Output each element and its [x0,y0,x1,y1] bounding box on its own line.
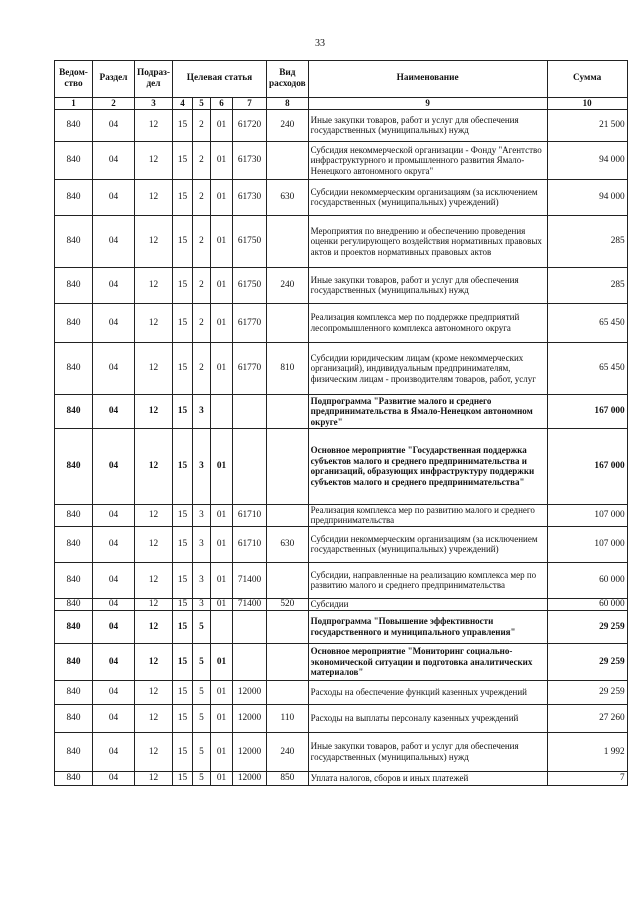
razdel-cell: 04 [93,303,135,342]
column-number: 6 [211,98,233,110]
target-code-2-cell: 2 [193,141,211,179]
target-code-3-cell: 01 [211,504,233,526]
header-podrazdel: Подраз-дел [135,61,173,98]
podrazdel-cell: 12 [135,598,173,610]
page-number: 33 [315,38,325,49]
sum-cell: 65 450 [547,342,627,394]
target-code-4-cell: 61770 [233,303,267,342]
table-row [55,394,628,428]
target-code-3-cell [211,610,233,643]
vid-raskhodov-cell: 520 [267,598,309,610]
target-code-2-cell: 3 [193,394,211,428]
table-row [55,610,628,643]
vedomstvo-cell: 840 [55,428,93,504]
vedomstvo-cell: 840 [55,598,93,610]
target-code-2-cell: 3 [193,526,211,562]
target-code-3-cell: 01 [211,598,233,610]
target-code-3-cell: 01 [211,562,233,598]
razdel-cell: 04 [93,394,135,428]
column-number: 8 [267,98,309,110]
sum-cell: 285 [547,267,627,303]
target-code-4-cell: 12000 [233,732,267,771]
column-number: 2 [93,98,135,110]
target-code-1-cell: 15 [173,610,193,643]
vid-raskhodov-cell: 630 [267,526,309,562]
column-number: 9 [308,98,547,110]
column-number: 3 [135,98,173,110]
vid-raskhodov-cell: 240 [267,267,309,303]
sum-cell: 167 000 [547,428,627,504]
podrazdel-cell: 12 [135,680,173,704]
target-code-1-cell: 15 [173,771,193,785]
sum-cell: 285 [547,215,627,267]
target-code-2-cell: 2 [193,303,211,342]
header-vedomstvo: Ведом-ство [55,61,93,98]
vid-raskhodov-cell: 240 [267,109,309,141]
target-code-1-cell: 15 [173,704,193,732]
target-code-1-cell: 15 [173,598,193,610]
target-code-3-cell: 01 [211,771,233,785]
target-code-4-cell [233,428,267,504]
table-row [55,109,628,141]
sum-cell: 107 000 [547,504,627,526]
header-summa: Сумма [547,61,627,98]
name-cell: Реализация комплекса мер по поддержке предприятий лесопромышленного комплекса автономного округа [308,303,547,342]
table-row [55,179,628,215]
vid-raskhodov-cell [267,215,309,267]
vedomstvo-cell: 840 [55,704,93,732]
target-code-2-cell: 5 [193,704,211,732]
vid-raskhodov-cell: 850 [267,771,309,785]
target-code-1-cell: 15 [173,428,193,504]
sum-cell: 29 259 [547,680,627,704]
podrazdel-cell: 12 [135,643,173,680]
sum-cell: 60 000 [547,598,627,610]
vedomstvo-cell: 840 [55,680,93,704]
razdel-cell: 04 [93,732,135,771]
name-cell: Иные закупки товаров, работ и услуг для обеспечения государственных (муниципальных) нужд [308,267,547,303]
target-code-1-cell: 15 [173,562,193,598]
target-code-2-cell: 2 [193,342,211,394]
column-number: 5 [193,98,211,110]
podrazdel-cell: 12 [135,303,173,342]
podrazdel-cell: 12 [135,504,173,526]
target-code-4-cell: 12000 [233,680,267,704]
name-cell: Реализация комплекса мер по развитию малого и среднего предпринимательства [308,504,547,526]
vid-raskhodov-cell [267,680,309,704]
header-tselevaya-statya: Целевая статья [173,61,267,98]
target-code-2-cell: 2 [193,267,211,303]
table-row [55,504,628,526]
target-code-3-cell [211,394,233,428]
razdel-cell: 04 [93,267,135,303]
razdel-cell: 04 [93,704,135,732]
name-cell: Субсидии некоммерческим организациям (за исключением государственных (муниципальных) учреждений) [308,179,547,215]
podrazdel-cell: 12 [135,394,173,428]
target-code-4-cell: 12000 [233,771,267,785]
podrazdel-cell: 12 [135,732,173,771]
name-cell: Мероприятия по внедрению и обеспечению проведения оценки регулирующего воздействия нормативных правовых актов и проектов нормативных правовых актов [308,215,547,267]
table-row [55,704,628,732]
target-code-4-cell: 12000 [233,704,267,732]
table-row [55,267,628,303]
target-code-1-cell: 15 [173,643,193,680]
target-code-3-cell: 01 [211,179,233,215]
vedomstvo-cell: 840 [55,643,93,680]
name-cell: Иные закупки товаров, работ и услуг для обеспечения государственных (муниципальных) нужд [308,109,547,141]
target-code-2-cell: 3 [193,598,211,610]
name-cell: Субсидии юридическим лицам (кроме некоммерческих организаций), индивидуальным предпринимателям, физическим лицам - производителям товаров, работ, услуг [308,342,547,394]
sum-cell: 167 000 [547,394,627,428]
vedomstvo-cell: 840 [55,771,93,785]
target-code-3-cell: 01 [211,428,233,504]
vedomstvo-cell: 840 [55,303,93,342]
vedomstvo-cell: 840 [55,610,93,643]
sum-cell: 107 000 [547,526,627,562]
target-code-1-cell: 15 [173,179,193,215]
table-row [55,215,628,267]
sum-cell: 1 992 [547,732,627,771]
target-code-4-cell [233,643,267,680]
target-code-1-cell: 15 [173,267,193,303]
name-cell: Субсидии, направленные на реализацию комплекса мер по развитию малого и среднего предпринимательства [308,562,547,598]
name-cell: Основное мероприятие "Государственная поддержка субъектов малого и среднего предпринимательства и организаций, образующих инфраструктуру поддержки субъектов малого и среднего предпринимательства" [308,428,547,504]
table-row [55,771,628,785]
razdel-cell: 04 [93,342,135,394]
sum-cell: 21 500 [547,109,627,141]
vid-raskhodov-cell: 110 [267,704,309,732]
table-row [55,141,628,179]
column-number: 10 [547,98,627,110]
sum-cell: 60 000 [547,562,627,598]
target-code-4-cell [233,394,267,428]
razdel-cell: 04 [93,771,135,785]
target-code-4-cell: 61710 [233,504,267,526]
target-code-1-cell: 15 [173,109,193,141]
target-code-3-cell: 01 [211,643,233,680]
target-code-4-cell: 61720 [233,109,267,141]
sum-cell: 65 450 [547,303,627,342]
sum-cell: 29 259 [547,643,627,680]
podrazdel-cell: 12 [135,771,173,785]
header-vid-raskhodov: Вид расходов [267,61,309,98]
target-code-3-cell: 01 [211,342,233,394]
name-cell: Основное мероприятие "Мониторинг социально-экономической ситуации и подготовка аналитических материалов" [308,643,547,680]
podrazdel-cell: 12 [135,610,173,643]
header-razdel: Раздел [93,61,135,98]
target-code-3-cell: 01 [211,303,233,342]
target-code-1-cell: 15 [173,141,193,179]
podrazdel-cell: 12 [135,704,173,732]
podrazdel-cell: 12 [135,109,173,141]
vid-raskhodov-cell [267,141,309,179]
razdel-cell: 04 [93,141,135,179]
name-cell: Субсидия некоммерческой организации - Фонду "Агентство инфраструктурного и промышленного развития Ямало-Ненецкого автономного округа" [308,141,547,179]
target-code-1-cell: 15 [173,342,193,394]
target-code-3-cell: 01 [211,141,233,179]
sum-cell: 7 [547,771,627,785]
vid-raskhodov-cell [267,428,309,504]
target-code-2-cell: 2 [193,109,211,141]
name-cell: Подпрограмма "Повышение эффективности государственного и муниципального управления" [308,610,547,643]
podrazdel-cell: 12 [135,342,173,394]
budget-table [54,60,628,786]
razdel-cell: 04 [93,610,135,643]
name-cell: Иные закупки товаров, работ и услуг для обеспечения государственных (муниципальных) нужд [308,732,547,771]
vedomstvo-cell: 840 [55,179,93,215]
target-code-1-cell: 15 [173,732,193,771]
vid-raskhodov-cell [267,504,309,526]
target-code-2-cell: 2 [193,215,211,267]
target-code-2-cell: 2 [193,179,211,215]
table-row [55,643,628,680]
table-row [55,526,628,562]
target-code-1-cell: 15 [173,504,193,526]
razdel-cell: 04 [93,526,135,562]
razdel-cell: 04 [93,562,135,598]
target-code-1-cell: 15 [173,215,193,267]
target-code-4-cell: 61730 [233,141,267,179]
name-cell: Расходы на выплаты персоналу казенных учреждений [308,704,547,732]
name-cell: Подпрограмма "Развитие малого и среднего предпринимательства в Ямало-Ненецком автономном округе" [308,394,547,428]
target-code-4-cell: 71400 [233,562,267,598]
header-naimenovanie: Наименование [308,61,547,98]
target-code-3-cell: 01 [211,526,233,562]
sum-cell: 29 259 [547,610,627,643]
table-row [55,680,628,704]
razdel-cell: 04 [93,179,135,215]
razdel-cell: 04 [93,215,135,267]
vid-raskhodov-cell [267,610,309,643]
podrazdel-cell: 12 [135,215,173,267]
table-row [55,598,628,610]
vedomstvo-cell: 840 [55,342,93,394]
name-cell: Субсидии [308,598,547,610]
target-code-3-cell: 01 [211,215,233,267]
table-row [55,428,628,504]
razdel-cell: 04 [93,643,135,680]
target-code-3-cell: 01 [211,680,233,704]
vid-raskhodov-cell: 630 [267,179,309,215]
target-code-2-cell: 3 [193,562,211,598]
vedomstvo-cell: 840 [55,215,93,267]
razdel-cell: 04 [93,680,135,704]
vid-raskhodov-cell [267,643,309,680]
vid-raskhodov-cell: 240 [267,732,309,771]
vid-raskhodov-cell [267,562,309,598]
razdel-cell: 04 [93,598,135,610]
target-code-1-cell: 15 [173,303,193,342]
razdel-cell: 04 [93,109,135,141]
target-code-2-cell: 5 [193,680,211,704]
target-code-2-cell: 5 [193,771,211,785]
podrazdel-cell: 12 [135,141,173,179]
target-code-4-cell: 61770 [233,342,267,394]
podrazdel-cell: 12 [135,526,173,562]
target-code-3-cell: 01 [211,267,233,303]
vedomstvo-cell: 840 [55,141,93,179]
target-code-2-cell: 3 [193,504,211,526]
table-row [55,342,628,394]
name-cell: Расходы на обеспечение функций казенных учреждений [308,680,547,704]
target-code-1-cell: 15 [173,526,193,562]
vid-raskhodov-cell [267,303,309,342]
target-code-2-cell: 3 [193,428,211,504]
sum-cell: 27 260 [547,704,627,732]
target-code-1-cell: 15 [173,680,193,704]
target-code-2-cell: 5 [193,610,211,643]
vid-raskhodov-cell [267,394,309,428]
target-code-4-cell: 61710 [233,526,267,562]
target-code-1-cell: 15 [173,394,193,428]
column-number: 7 [233,98,267,110]
vedomstvo-cell: 840 [55,732,93,771]
sum-cell: 94 000 [547,141,627,179]
target-code-4-cell: 61750 [233,215,267,267]
table-row [55,562,628,598]
column-number: 4 [173,98,193,110]
podrazdel-cell: 12 [135,267,173,303]
target-code-3-cell: 01 [211,732,233,771]
target-code-4-cell: 61750 [233,267,267,303]
podrazdel-cell: 12 [135,428,173,504]
vid-raskhodov-cell: 810 [267,342,309,394]
podrazdel-cell: 12 [135,562,173,598]
razdel-cell: 04 [93,428,135,504]
target-code-3-cell: 01 [211,704,233,732]
vedomstvo-cell: 840 [55,394,93,428]
column-number: 1 [55,98,93,110]
vedomstvo-cell: 840 [55,267,93,303]
sum-cell: 94 000 [547,179,627,215]
target-code-4-cell [233,610,267,643]
vedomstvo-cell: 840 [55,562,93,598]
name-cell: Субсидии некоммерческим организациям (за исключением государственных (муниципальных) учреждений) [308,526,547,562]
vedomstvo-cell: 840 [55,504,93,526]
target-code-3-cell: 01 [211,109,233,141]
razdel-cell: 04 [93,504,135,526]
vedomstvo-cell: 840 [55,109,93,141]
target-code-2-cell: 5 [193,732,211,771]
vedomstvo-cell: 840 [55,526,93,562]
table-row [55,732,628,771]
name-cell: Уплата налогов, сборов и иных платежей [308,771,547,785]
table-row [55,303,628,342]
target-code-4-cell: 61730 [233,179,267,215]
target-code-2-cell: 5 [193,643,211,680]
podrazdel-cell: 12 [135,179,173,215]
target-code-4-cell: 71400 [233,598,267,610]
